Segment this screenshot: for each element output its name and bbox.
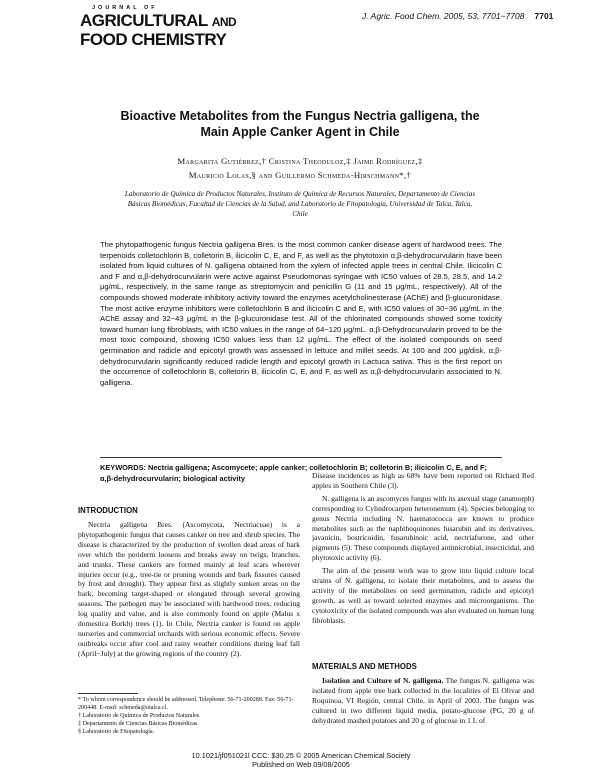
footnote-corresponding: * To whom correspondence should be addressed. Telephone: 56-71-200288. Fax: 56-71-200448. E-mail: schmeda@utalca.cl. [78, 697, 294, 711]
intro-paragraph-3: N. galligena is an ascomyces fungus with its asexual stage (anamorph) corresponding to Cylindrocarpon heteronemum (4). Species belonging to genus Nectria including N. haematococca are known to produce metabolites such as the naphthoquinones fusarubin and its derivatives, javanicin, bostricoidin, fusarubinoic acid, nectriafurone, and other pigments (5). These compounds displayed antimicrobial, insecticidal, and phytotoxic activity (6). [312, 493, 534, 563]
page-number: 7701 [534, 11, 554, 21]
journal-logo [80, 6, 236, 48]
introduction-heading: INTRODUCTION [78, 506, 138, 515]
journal-logo-agricultural: AGRICULTURAL [80, 10, 208, 30]
journal-logo-line2 [80, 12, 236, 31]
citation-text: J. Agric. Food Chem. 2005, 53, 7701−7708 [362, 11, 525, 21]
article-title [100, 108, 500, 140]
footnote-divider [78, 693, 138, 694]
footnote-section: § Laboratorio de Fitopatología. [78, 729, 155, 735]
footnote-dagger: † Laboratorio de Química de Productos Naturales. [78, 713, 201, 719]
right-column [312, 471, 534, 629]
methods-text: The fungus N. galligena was isolated from apple tree bark collected in the localities of El Olivar and Roquinoa, VI Región, central Chile, in April of 2003. The fungus was cultured in two different liquid media, potato-glucose (PG, 20 g of dehydrated mashed potatoes and 20 g of glucose in 1 L of [312, 676, 534, 725]
affiliation: Laboratorio de Química de Productos Naturales, Instituto de Química de Recursos Naturales, Departamento de Ciencias Básicas Biomédicas, Facultad de Ciencias de la Salud, and Laboratorio de Fitopatología, Universidad de Talca, Talca, Chile [124, 190, 476, 218]
methods-subheading: Isolation and Culture of N. galligena. [322, 676, 444, 685]
left-column [78, 520, 300, 659]
journal-logo-line1: JOURNAL OF [92, 5, 158, 11]
authors-line-2: Mauricio Lolas,§ and Guillermo Schmeda-Hirschmann*,† [188, 170, 412, 180]
intro-paragraph-1: Nectria galligena Bres. (Ascomycota, Nectriaceae) is a phytopathogenic fungus that causes canker on tree and shrub species. The disease is characterized by the production of swollen dead areas of bark over which the periderm loosens and breaks away on twigs, branches, and trunks. These cankers are formed mainly at leaf scars wherever injuries occur (e.g., tree-tie or pruning wounds and bark fissures caused by frost and drought). They appear first as slightly sunken areas on the bark, becoming target-shaped or elongated through several growing seasons. The pathogen may be associated with hardwood trees, reducing log quality and value, and is also commonly found on apple (Malus x domestica Borkh) trees (1). In Chile, Nectria canker is found on apple nurseries and commercial orchards with serious economic effects. Severe outbreaks occur after cool and rainy weather conditions during leaf fall (April−July) at the growing regions of the country (2). [78, 520, 300, 658]
abstract-divider [100, 457, 502, 458]
intro-paragraph-4: The aim of the present work was to grow into liquid culture local strains of N. galligena, to isolate their metabolites, and to assess the activity of the metabolites on seed germination, radicle and epicotyl growth, as well as toward selected enzymes and microorganisms. The cytotoxicity of the isolated compounds was also evaluated on human lung fibroblasts. [312, 566, 534, 625]
title-line-2: Main Apple Canker Agent in Chile [200, 125, 400, 139]
journal-logo-and: AND [211, 14, 237, 29]
citation-header [362, 11, 553, 21]
keywords-label: KEYWORDS: [100, 463, 146, 472]
journal-logo-line3: FOOD CHEMISTRY [80, 29, 227, 49]
footer-doi: 10.1021/jf051021l CCC: $30.25 © 2005 American Chemical Society [191, 751, 411, 760]
title-line-1: Bioactive Metabolites from the Fungus Nectria galligena, the [120, 109, 480, 123]
keywords-text: Nectria galligena; Ascomycete; apple canker; colletochlorin B; colletorin B; ilicicolin C, E, and F; α,β-dehydrocurvularin; biological activity [100, 463, 488, 483]
author-list [110, 154, 490, 182]
methods-paragraph [312, 676, 534, 726]
methods-heading: MATERIALS AND METHODS [312, 662, 417, 671]
footnotes [78, 696, 300, 736]
abstract: The phytopathogenic fungus Nectria galligena Bres. is the most common canker disease agent of hardwood trees. The terpenoids colletochlorin B, colletorin B, ilicicolin C, E, and F, as well as the phytotoxin α,β-dehydrocurvularin have been isolated from liquid cultures of N. galligena obtained from the xylem of infected apple trees in central Chile. Ilicicolin C and F and α,β-dehydrocurvularin were active against Pseudomonas syringae with IC50 values of 28.5, 28.5, and 14.2 μg/mL, respectively, in the same range as streptomycin and penicillin G (11 and 15 μg/mL, respectively). All of the compounds showed moderate inhibitory activity toward the enzymes acetylcholinesterase (AChE) and β-glucuronidase. The most active enzyme inhibitors were colletochlorin B and ilicicolin C and E, with IC50 values of 30−36 μg/mL in the AChE assay and 32−43 μg/mL in the β-glucuronidase test. All of the chlorinated compounds showed some toxicity toward human lung fibroblasts, with IC50 values in the range of 64−120 μg/mL. α,β-Dehydrocurvularin proved to be the most toxic compound, showing IC50 values less than 12 μg/mL. The effect of the isolated compounds on seed germination and radicle and epicotyl growth was assessed in lettuce and millet seeds. At 100 and 200 μg/disk, α,β-dehydrocurvularin significantly reduced radicle length and epicotyl growth in Lactuca sativa. This is the first report on the occurrence of colletochlorin B, colletorin B, ilicicolin C, E, and F, as well as α,β-dehydrocurvularin associated to N. galligena. [100, 240, 502, 387]
footnote-ddagger: ‡ Departamento de Ciencias Básicas Biomédicas. [78, 721, 199, 727]
footer-published: Published on Web 09/08/2005 [252, 760, 350, 769]
authors-line-1: Margarita Gutiérrez,† Cristina Theoduloz,‡ Jaime Rodríguez,‡ [177, 156, 423, 166]
intro-paragraph-2: Disease incidences as high as 68% have been reported on Richard Red apples in Southern Chile (3). [312, 471, 534, 490]
page-footer [100, 751, 502, 769]
